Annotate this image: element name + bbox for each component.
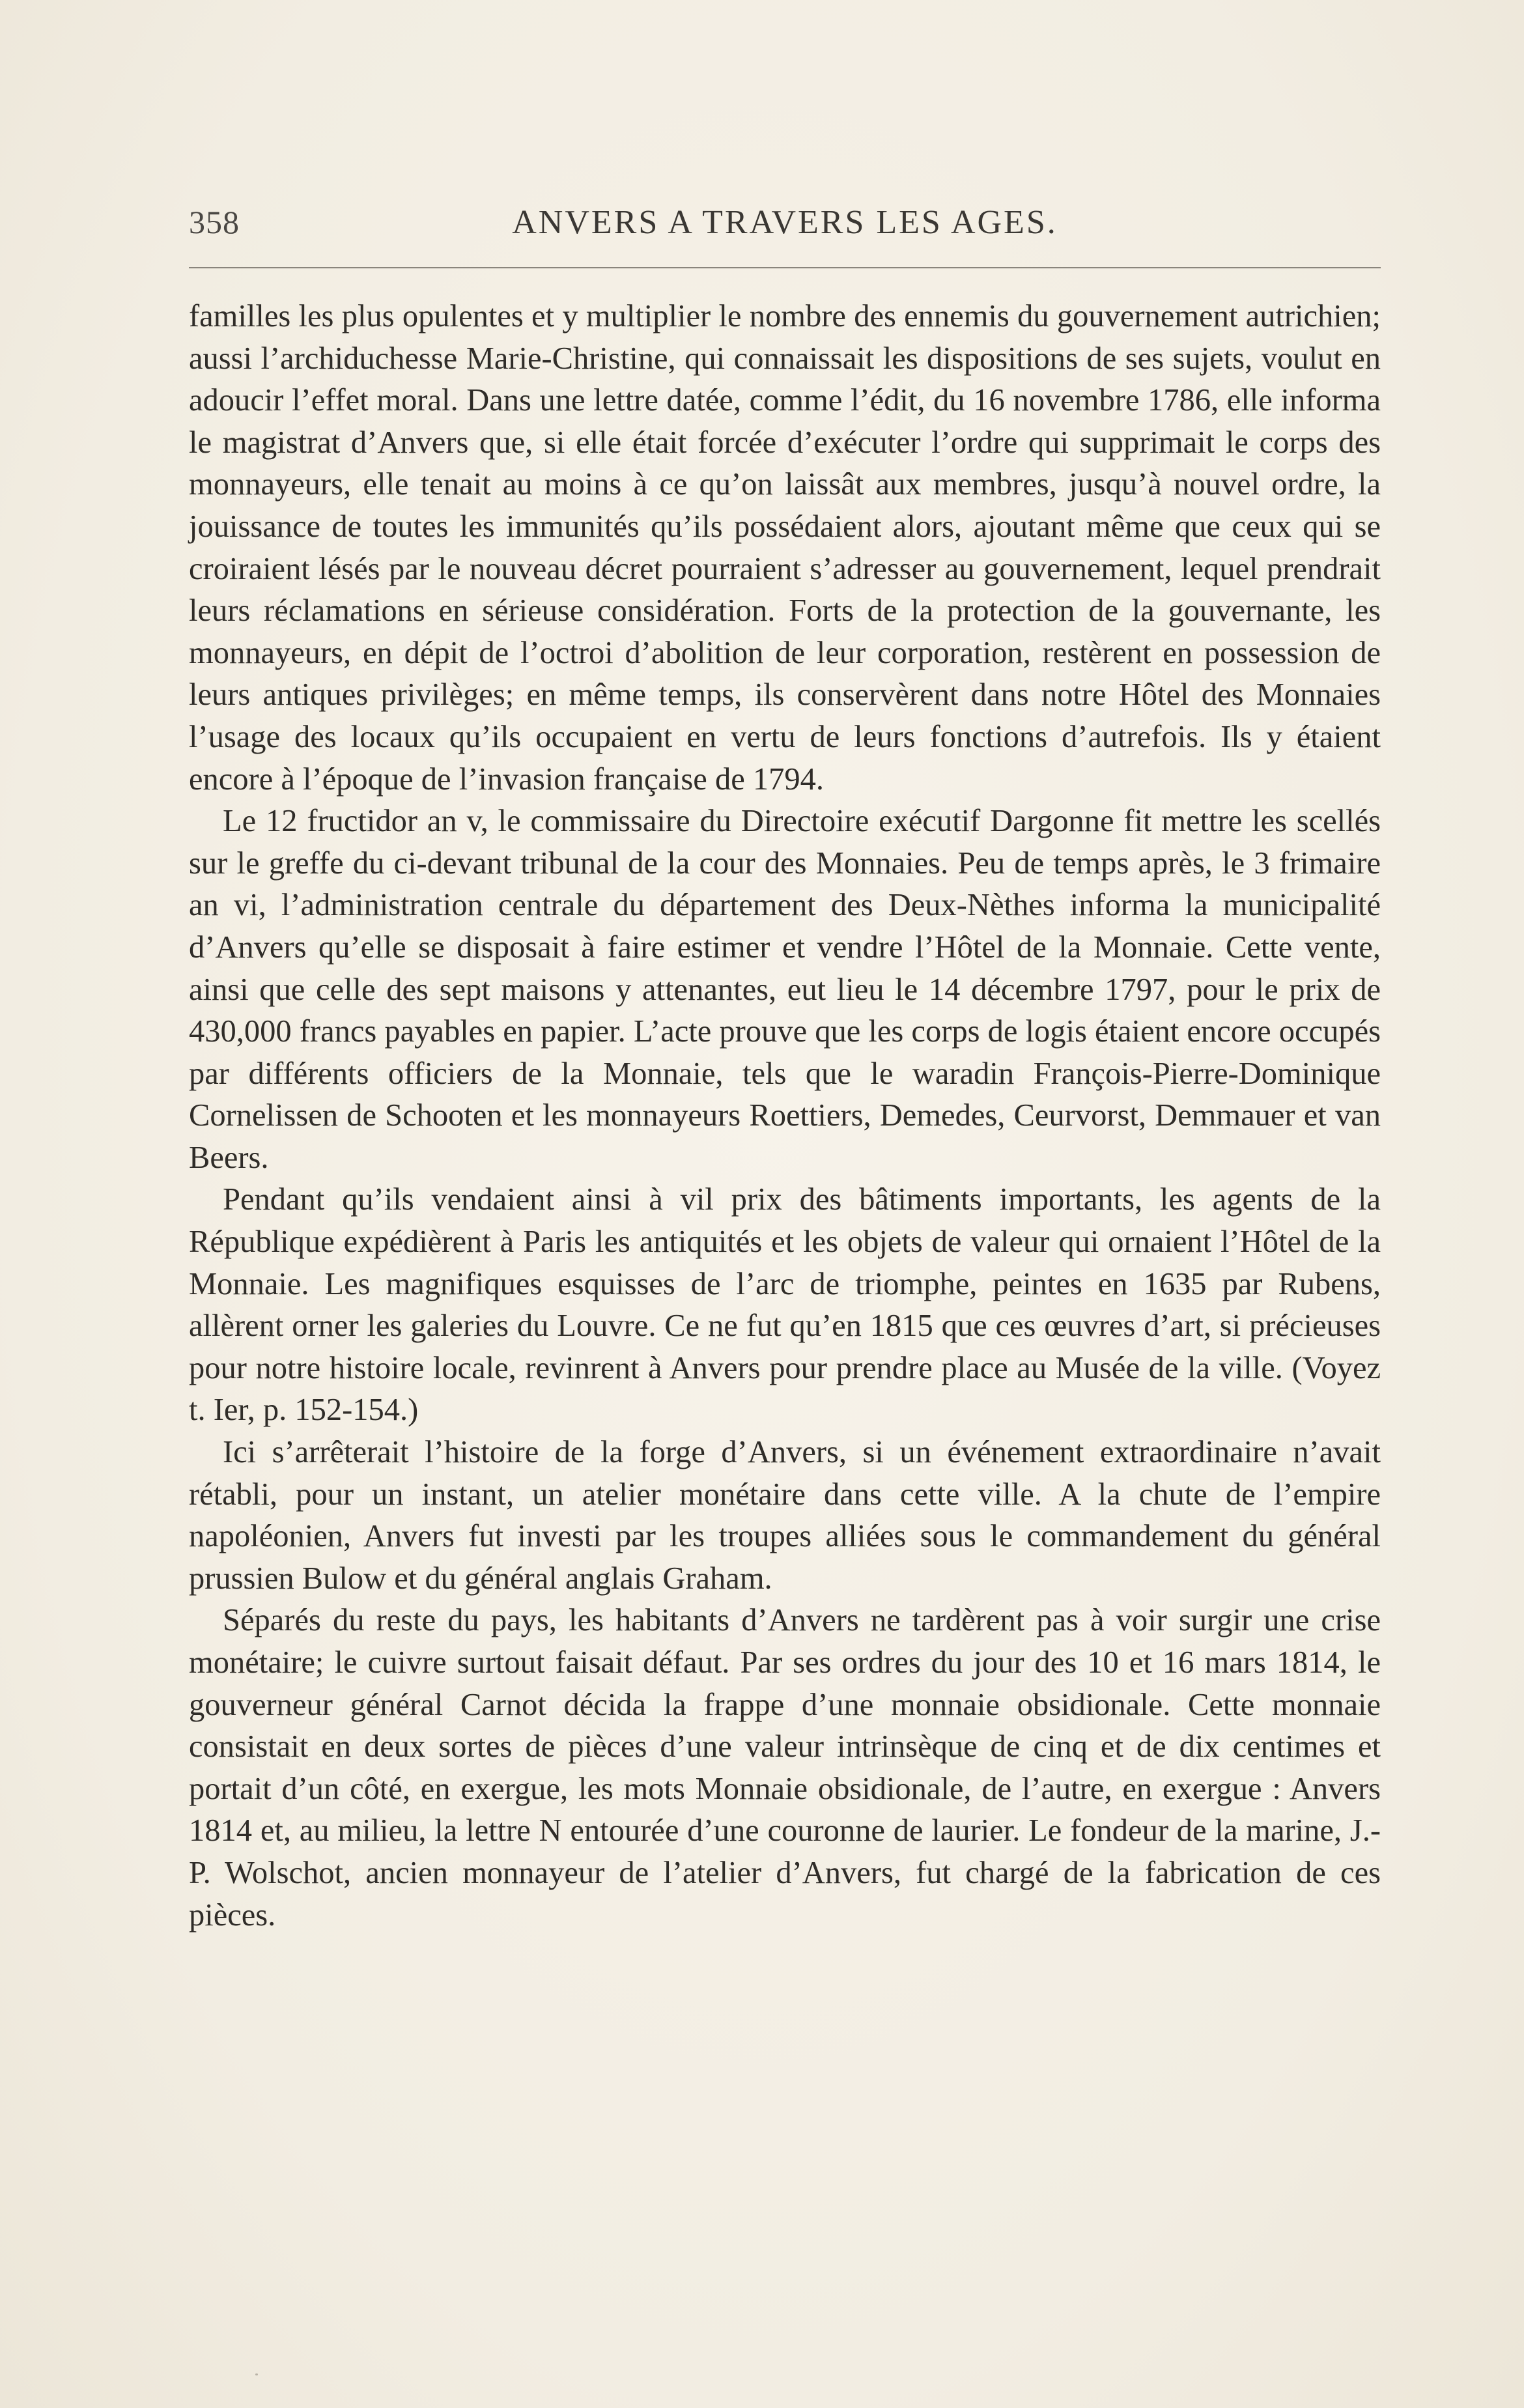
header-rule (189, 267, 1381, 268)
paragraph-3: Pendant qu’ils vendaient ainsi à vil prix des bâtiments importants, les agents de la République expédièrent à Paris les antiquités et les objets de valeur qui ornaient l’Hôtel de la Monnaie. Les magnifiques esquisses de l’arc de triomphe, peintes en 1635 par Rubens, allèrent orner les galeries du Louvre. Ce ne fut qu’en 1815 que ces œuvres d’art, si précieuses pour notre histoire locale, revinrent à Anvers pour prendre place au Musée de la ville. (Voyez t. Ier, p. 152-154.) (189, 1182, 1381, 1428)
paragraph-5: Séparés du reste du pays, les habitants d’Anvers ne tardèrent pas à voir surgir une crise monétaire; le cuivre surtout faisait défaut. Par ses ordres du jour des 10 et 16 mars 1814, le gouverneur général Carnot décida la frappe d’une monnaie obsidionale. Cette monnaie consistait en deux sortes de pièces d’une valeur intrinsèque de cinq et de dix centimes et portait d’un côté, en exergue, les mots Monnaie obsidionale, de l’autre, en exergue : Anvers 1814 et, au milieu, la lettre N entourée d’une couronne de laurier. Le fondeur de la marine, J.-P. Wolschot, ancien monnayeur de l’atelier d’Anvers, fut chargé de la fabrication de ces pièces. (189, 1603, 1381, 1933)
paragraph-1: familles les plus opulentes et y multiplier le nombre des ennemis du gouvernement autrichien; aussi l’archiduchesse Marie-Christine, qui connaissait les dispositions de ses sujets, voulut en adoucir l’effet moral. Dans une lettre datée, comme l’édit, du 16 novembre 1786, elle informa le magistrat d’Anvers que, si elle était forcée d’exécuter l’ordre qui supprimait le corps des monnayeurs, elle tenait au moins à ce qu’on laissât aux membres, jusqu’à nouvel ordre, la jouissance de toutes les immunités qu’ils possédaient alors, ajoutant même que ceux qui se croiraient lésés par le nouveau décret pourraient s’adresser au gouvernement, lequel prendrait leurs réclamations en sérieuse considération. Forts de la protection de la gouvernante, les monnayeurs, en dépit de l’octroi d’abolition de leur corporation, restèrent en possession de leurs antiques privilèges; en même temps, ils conservèrent dans notre Hôtel des Monnaies l’usage des locaux qu’ils occupaient en vertu de leurs fonctions d’autrefois. Ils y étaient encore à l’époque de l’invasion française de 1794. (189, 299, 1381, 797)
page-number: 358 (189, 204, 240, 240)
body-text (189, 296, 1381, 1936)
paper-speck (255, 2373, 258, 2375)
page-header (189, 203, 1381, 255)
paragraph-2: Le 12 fructidor an v, le commissaire du Directoire exécutif Dargonne fit mettre les scellés sur le greffe du ci-devant tribunal de la cour des Monnaies. Peu de temps après, le 3 frimaire an vi, l’administration centrale du département des Deux-Nèthes informa la municipalité d’Anvers qu’elle se disposait à faire estimer et vendre l’Hôtel de la Monnaie. Cette vente, ainsi que celle des sept maisons y attenantes, eut lieu le 14 décembre 1797, pour le prix de 430,000 francs payables en papier. L’acte prouve que les corps de logis étaient encore occupés par différents officiers de la Monnaie, tels que le waradin François-Pierre-Dominique Cornelissen de Schooten et les monnayeurs Roettiers, Demedes, Ceurvorst, Demmauer et van Beers. (189, 804, 1381, 1175)
paragraph-4: Ici s’arrêterait l’histoire de la forge d’Anvers, si un événement extraordinaire n’avait rétabli, pour un instant, un atelier monétaire dans cette ville. A la chute de l’empire napoléonien, Anvers fut investi par les troupes alliées sous le commandement du général prussien Bulow et du général anglais Graham. (189, 1435, 1381, 1596)
running-title: ANVERS A TRAVERS LES AGES. (512, 204, 1058, 241)
